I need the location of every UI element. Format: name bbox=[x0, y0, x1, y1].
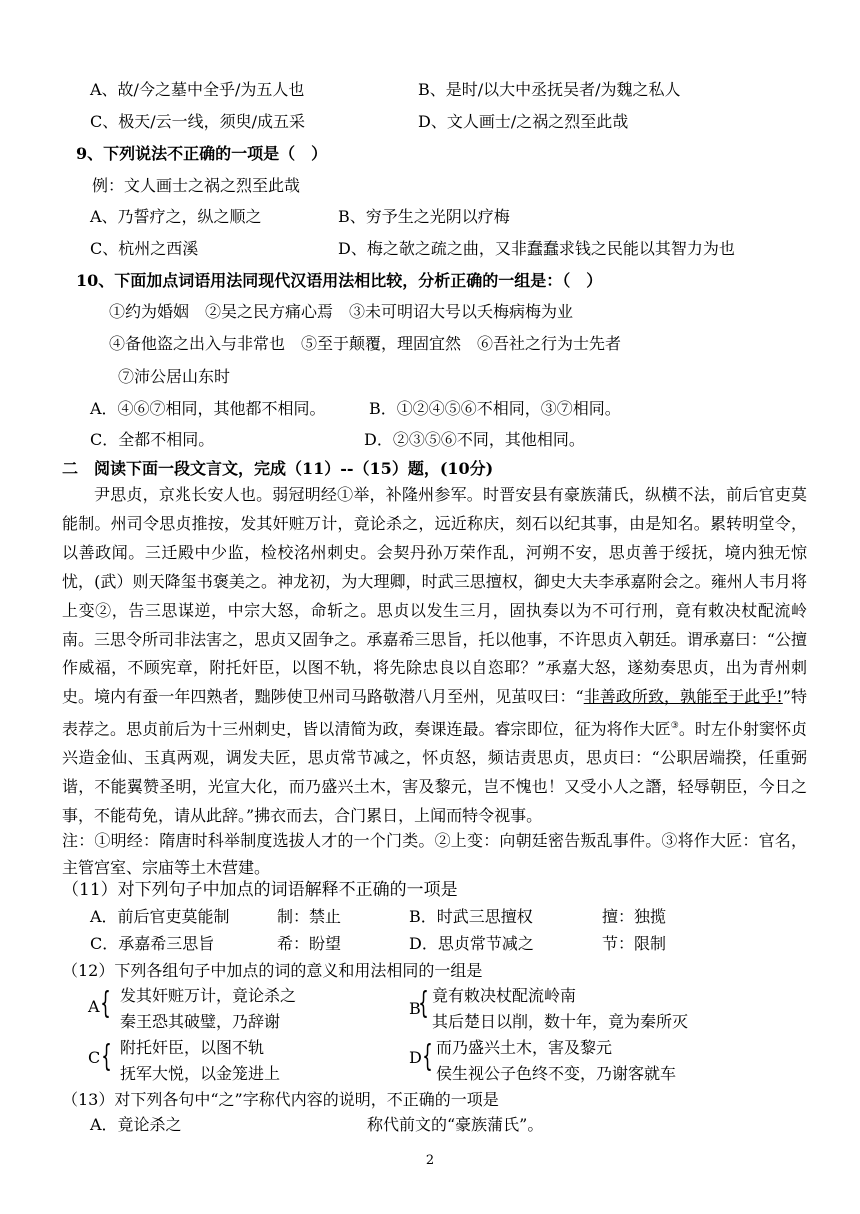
q12-label-c: C bbox=[88, 1048, 101, 1067]
q9-option-a: A、乃誓疗之，纵之顺之 bbox=[90, 207, 262, 226]
q10-option-d: D．②③⑤⑥不同，其他相同。 bbox=[364, 430, 585, 449]
q11-stem: （11）对下列句子中加点的词语解释不正确的一项是 bbox=[62, 880, 458, 900]
q8-option-d: D、文人画士/之祸之烈至此哉 bbox=[418, 112, 629, 131]
q8-option-a: A、故/今之墓中全乎/为五人也 bbox=[90, 80, 305, 99]
q12-c-line1: 附托奸臣，以图不轨 bbox=[120, 1038, 265, 1057]
passage-quote: 非善政所致，孰能至于此乎! bbox=[583, 687, 783, 707]
passage bbox=[62, 481, 807, 831]
q12-a-line1: 发其奸赃万计，竟论杀之 bbox=[120, 986, 297, 1005]
q10-option-c: C．全都不相同。 bbox=[90, 430, 215, 449]
q11-option-a: A．前后官吏莫能制 bbox=[90, 907, 230, 926]
passage-part-1: 尹思贞，京兆长安人也。弱冠明经①举，补隆州参军。时晋安县有豪族蒲氏，纵横不法，前后官吏莫能制。州司令思贞推按，发其奸赃万计，竟论杀之，远近称庆，刻石以纪其事，由是知名。累转明堂令，以善政闻。三迁殿中少监，检校洺州刺史。会契丹孙万荣作乱，河朔不安，思贞善于绥抚，境内独无惊忧，(武）则天降玺书褒美之。神龙初，为大理卿，时武三思擅权，御史大夫李承嘉附会之。雍州人韦月将上变②，告三思谋逆，中宗大怒，命斩之。思贞以发生三月，固执奏以为不可行刑，竟有敕决杖配流岭南。三思令所司非法害之，思贞又固争之。承嘉希三思旨，托以他事，不许思贞入朝廷。谓承嘉曰：“公擅作威福，不顾宪章，附托奸臣，以图不轨，将先除忠良以自恣耶？”承嘉大怒，遂劾奏思贞，出为青州刺史。境内有蚕一年四熟者，黜陟使卫州司马路敬潜八月至州，见茧叹曰：“ bbox=[62, 485, 807, 707]
q12-b-line1: 竟有敕决杖配流岭南 bbox=[432, 986, 577, 1005]
q12-stem: （12）下列各组句子中加点的词的意义和用法相同的一组是 bbox=[62, 961, 483, 980]
q10-items-line2: ④备他盗之出入与非常也 ⑤至于颠覆，理固宜然 ⑥吾社之行为士先者 bbox=[109, 334, 622, 353]
q12-label-b: B bbox=[409, 999, 421, 1018]
q9-option-b: B、穷予生之光阴以疗梅 bbox=[338, 207, 510, 226]
q10-items-line3: ⑦沛公居山东时 bbox=[118, 367, 231, 386]
q12-brace-c-icon: { bbox=[101, 1039, 112, 1074]
section2-heading: 二 阅读下面一段文言文，完成（11）--（15）题，(10分) bbox=[62, 459, 494, 478]
q11-option-b: B．时武三思擅权 bbox=[409, 907, 533, 926]
q10-stem: 10、下面加点词语用法同现代汉语用法相比较，分析正确的一组是：（ ） bbox=[76, 271, 603, 290]
q11-option-d-def: 节：限制 bbox=[602, 934, 667, 953]
q12-label-a: A bbox=[88, 997, 100, 1016]
q12-brace-b-icon: { bbox=[418, 986, 429, 1021]
passage-notes: 注：①明经：隋唐时科举制度选拔人才的一个门类。②上变：向朝廷密告叛乱事件。③将作大匠：官名，主管宫室、宗庙等土木营建。 bbox=[62, 831, 807, 877]
q10-option-b: B．①②④⑤⑥不相同，③⑦相同。 bbox=[369, 399, 621, 418]
q11-option-d: D．思贞常节减之 bbox=[409, 934, 534, 953]
q13-option-a-desc: 称代前文的“豪族蒲氏”。 bbox=[367, 1115, 544, 1134]
passage-part-3: 。时左仆射窦怀贞兴造金仙、玉真两观，调发夫匠，思贞常节减之，怀贞怒，频诘责思贞，思贞曰：“公职居端揆，任重弼谐，不能翼赞圣明，光宣大化，而乃盛兴土木，害及黎元，岂不愧也！又受小人之譖，轻辱朝臣，今日之事，不能苟免，请从此辞。”拂衣而去，合门累日，上闻而特令视事。 bbox=[62, 719, 807, 826]
passage-footnote-mark: ③ bbox=[670, 721, 679, 732]
q11-option-c-def: 希：盼望 bbox=[277, 934, 342, 953]
q13-stem: （13）对下列各句中“之”字称代内容的说明，不正确的一项是 bbox=[62, 1090, 499, 1109]
q9-stem: 9、下列说法不正确的一项是（ ） bbox=[76, 144, 328, 163]
q12-label-d: D bbox=[409, 1048, 422, 1067]
q12-c-line2: 抚军大悦，以金笼进上 bbox=[120, 1064, 281, 1083]
q11-option-c: C．承嘉希三思旨 bbox=[90, 934, 215, 953]
q11-option-a-def: 制：禁止 bbox=[277, 907, 342, 926]
q12-brace-d-icon: { bbox=[422, 1039, 433, 1074]
q12-a-line2: 秦王恐其破璧，乃辞谢 bbox=[120, 1012, 281, 1031]
q12-brace-a-icon: { bbox=[100, 986, 111, 1021]
passage-part-2: ”特表荐之。思贞前后为十三州刺史，皆以清简为政，奏课连最。睿宗即位，征为将作大匠 bbox=[62, 687, 807, 739]
page-number: 2 bbox=[425, 1153, 435, 1168]
q12-d-line1: 而乃盛兴土木，害及黎元 bbox=[436, 1038, 613, 1057]
q8-option-c: C、极天/云一线，须臾/成五采 bbox=[90, 112, 306, 131]
q9-example: 例：文人画士之祸之烈至此哉 bbox=[92, 176, 301, 195]
q13-option-a: A．竟论杀之 bbox=[90, 1115, 182, 1134]
q10-option-a: A．④⑥⑦相同，其他都不相同。 bbox=[90, 399, 326, 418]
q9-option-c: C、杭州之西溪 bbox=[90, 239, 199, 258]
q10-items-line1: ①约为婚姻 ②吴之民方痛心焉 ③未可明诏大号以夭梅病梅为业 bbox=[109, 302, 574, 321]
q11-option-b-def: 擅：独揽 bbox=[602, 907, 667, 926]
q12-b-line2: 其后楚日以削，数十年，竟为秦所灭 bbox=[432, 1012, 689, 1031]
q12-d-line2: 侯生视公子色终不变，乃谢客就车 bbox=[436, 1064, 677, 1083]
q9-option-d: D、梅之欹之疏之曲，又非蠢蠢求钱之民能以其智力为也 bbox=[338, 239, 735, 258]
q8-option-b: B、是时/以大中丞抚吴者/为魏之私人 bbox=[418, 80, 681, 99]
